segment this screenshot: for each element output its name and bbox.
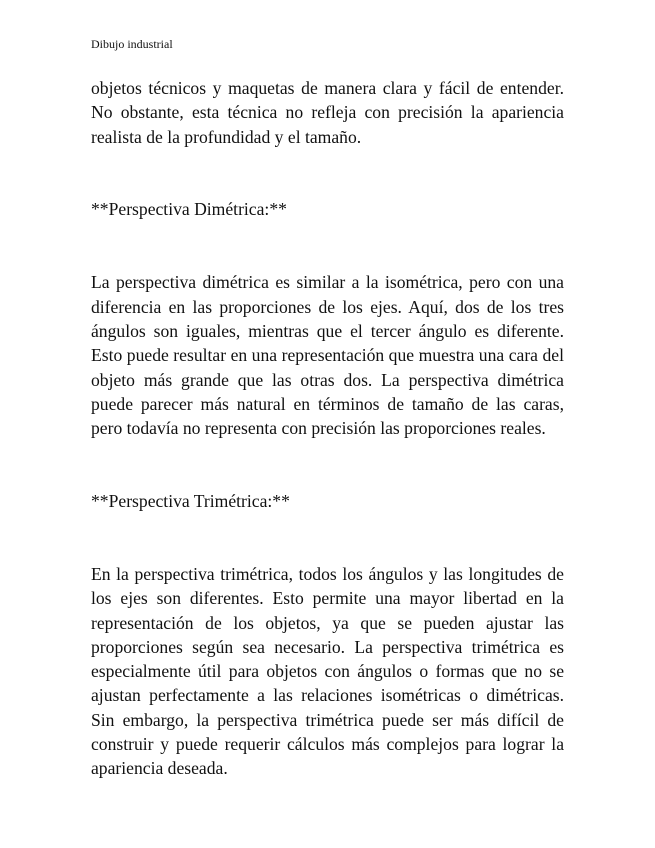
intro-paragraph: objetos técnicos y maquetas de manera clara y fácil de entender. No obstante, esta técnica no refleja con precisión la apariencia realista de la profundidad y el tamaño. <box>91 78 564 147</box>
running-header: Dibujo industrial <box>91 37 173 51</box>
spacer <box>91 513 564 562</box>
spacer <box>91 440 564 489</box>
spacer <box>91 222 564 271</box>
page-body <box>91 76 564 781</box>
dimetric-paragraph: La perspectiva dimétrica es similar a la isométrica, pero con una diferencia en las proporciones de los ejes. Aquí, dos de los tres ángulos son iguales, mientras que el tercer ángulo es diferente. Esto puede resultar en una representación que muestra una cara del objeto más grande que las otras dos. La perspectiva dimétrica puede parecer más natural en términos de tamaño de las caras, pero todavía no representa con precisión las proporciones reales. <box>91 272 564 439</box>
dimetric-heading: **Perspectiva Dimétrica:** <box>91 199 287 220</box>
trimetric-heading: **Perspectiva Trimétrica:** <box>91 491 290 512</box>
spacer <box>91 149 564 198</box>
trimetric-paragraph: En la perspectiva trimétrica, todos los ángulos y las longitudes de los ejes son diferentes. Esto permite una mayor libertad en la representación de los objetos, ya que se pueden ajustar las proporciones según sea necesario. La perspectiva trimétrica es especialmente útil para objetos con ángulos o formas que no se ajustan perfectamente a las relaciones isométricas o dimétricas. Sin embargo, la perspectiva trimétrica puede ser más difícil de construir y puede requerir cálculos más complejos para lograr la apariencia deseada. <box>91 563 564 779</box>
